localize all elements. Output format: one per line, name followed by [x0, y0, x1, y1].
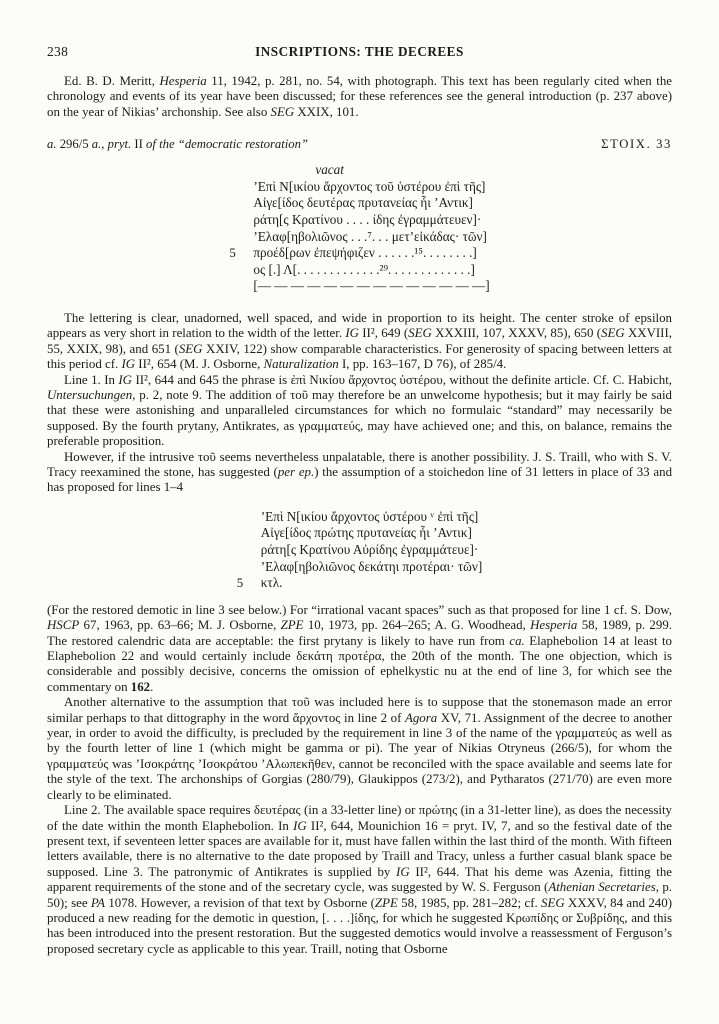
line-number — [229, 195, 253, 212]
paragraph-line-1-commentary: Line 1. In IG II², 644 and 645 the phrase is ἐπὶ Νικίου ἄρχοντος ὑστέρου, without the definite article. Cf. C. Habicht, Untersuchungen, p. 2, note 9. The addition of τοῦ may therefore be an unwelcome hypothesis; but it may fairly be said that these were astonishing and unparalleled circumstances for which no formulaic “standard” may necessarily be supposed. By the fourth prytany, Antikrates, as γραμματεύς, may have achieved one; and this, on balance, remains the preferable proposition. — [47, 372, 672, 449]
inscription-line — [229, 245, 489, 262]
vacat-label: vacat — [315, 162, 344, 178]
inscription-line-text: ’Επὶ Ν[ικίου ἄρχοντος ὑστέρου ᵛ ἐπὶ τῆς] — [260, 508, 479, 524]
stoichedon-label: ΣΤΟΙΧ. 33 — [601, 137, 672, 152]
inscription-line — [229, 195, 489, 212]
paragraph-edition-note: Ed. B. D. Meritt, Hesperia 11, 1942, p. 281, no. 54, with photograph. This text has been regularly cited when the chronology and events of its year have been discussed; for these references see the general introduction (p. 237 above) on the year of Nikias’ archonship. See also SEG XXIX, 101. — [47, 74, 672, 119]
inscription-line — [229, 229, 489, 246]
inscription-line-text: ράτη[ς Κρατίνου Αὐρίδης ἐγραμμάτευε]· — [260, 542, 479, 558]
line-number — [229, 229, 253, 246]
line-number — [229, 278, 253, 295]
inscription-line-text: ος [.] Λ[. . . . . . . . . . . . .²⁹. . . . . . . . . . . . .] — [253, 261, 475, 277]
paragraph-line-2-commentary: Line 2. The available space requires δευτέρας (in a 33-letter line) or πρώτης (in a 31-letter line), as does the necessity of the date within the month Elaphebolion. In IG II², 644, Mounichion 16 = pryt. IV, 7, and so the festival date of the present text, if seventeen letter spaces are available for it, must have fallen within the last third of the month. With fifteen letters available, there is no alternative to the date proposed by Traill and Tracy, unless a further casual blank space be supposed. Line 3. The patronymic of Antikrates is supplied by IG II², 644. That his deme was Azenia, fitting the apparent requirements of the stone and of the secretary cycle, was suggested by W. S. Ferguson (Athenian Secretaries, p. 50); see PA 1078. However, a revision of that text by Osborne (ZPE 58, 1985, pp. 281–282; cf. SEG XXXV, 84 and 240) produced a new reading for the demotic in question, [. . . .]ίδης, for which he suggested Κρωπίδης or Συβρίδης, and this has been introduced into the present restoration. But the suggested demotics would involve a reassessment of Ferguson’s proposed secretary cycle as applicable to this year. Traill, noting that Osborne — [47, 803, 672, 956]
line-number — [237, 542, 261, 559]
inscription-line-text: ’Ελαφ[ηβολιῶνος δεκάτηι προτέραι· τῶν] — [260, 558, 483, 574]
line-number: 5 — [236, 576, 244, 591]
inscription-line-text: ράτη[ς Κρατίνου . . . . ίδης ἐγραμμάτευεν]· — [253, 212, 482, 227]
line-number: 5 — [229, 246, 236, 261]
inscription-line — [237, 575, 482, 592]
inscription-line-text: προέδ[ρων ἐπεψήφιζεν . . . . . .¹⁵. . . . . . . .] — [253, 245, 477, 261]
line-number — [237, 509, 261, 526]
date-stoichedon-row — [47, 137, 672, 152]
paragraph-restored-demotic: (For the restored demotic in line 3 see below.) For “irrational vacant spaces” such as that proposed for line 1 cf. S. Dow, HSCP 67, 1963, pp. 63–66; M. J. Osborne, ZPE 10, 1973, pp. 264–265; A. G. Woodhead, Hesperia 58, 1989, p. 299. The restored calendric data are acceptable: the first prytany is likely to have run from ca. Elaphebolion 14 at least to Elaphebolion 22 and would certainly include δεκάτη προτέρα, the 20th of the month. The one objection, which is considerable and possibly decisive, concerns the omission of ephelkystic nu at the end of line 3, for which see the commentary on 162. — [47, 602, 672, 694]
inscription-line — [237, 509, 482, 526]
running-title: INSCRIPTIONS: THE DECREES — [255, 44, 464, 59]
running-head — [47, 44, 672, 62]
inscription-line — [229, 179, 489, 196]
inscription-line-text: Αἰγε[ίδος πρώτης πρυτανείας ἧι ’Αντικ] — [260, 525, 472, 541]
inscription-line-text: [— — — — — — — — — — — — — —] — [253, 278, 490, 294]
inscription-line — [237, 525, 482, 542]
inscription-line — [229, 278, 489, 295]
paragraph-however: However, if the intrusive τοῦ seems nevertheless unpalatable, there is another possibility. J. S. Traill, who with S. V. Tracy reexamined the stone, has suggested (per ep.) the assumption of a stoichedon line of 31 letters in place of 33 and has proposed for lines 1–4 — [47, 449, 673, 495]
page-number: 238 — [47, 44, 69, 59]
inscription-line — [237, 542, 482, 559]
inscription-text-block-2 — [237, 509, 482, 592]
line-number — [229, 179, 253, 196]
inscription-text-block-1 — [229, 162, 489, 295]
line-number — [237, 525, 261, 542]
date-label: a. 296/5 a., pryt. II of the “democratic restoration” — [47, 137, 309, 152]
paragraph-another-alternative: Another alternative to the assumption that τοῦ was included here is to suppose that the stonemason made an error similar perhaps to that dittography in the word ἄρχοντος in line 2 of Agora XV, 71. Assignment of the decree to another year, in order to avoid the difficulty, is precluded by the requirement in line 3 of the name of the γραμματεύς as well as by the fourth letter of line 1 (which might be gamma or pi). The year of Nikias Otryneus (266/5), for whom the γραμματεύς was ’Ισοκράτης ’Ισοκράτου ’Αλωπεκῆθεν, cannot be reconciled with the space available and seems late for the style of the text. The archonships of Gorgias (280/79), Glaukippos (273/2), and Pytharatos (271/70) are even more clearly to be eliminated. — [47, 695, 672, 802]
inscription-line — [229, 262, 489, 279]
inscription-line-text: ’Ελαφ[ηβολιῶνος . . .⁷. . . μετ’εἰκάδας· τῶν] — [253, 228, 487, 244]
line-number — [237, 559, 261, 576]
inscription-line-text: ’Επὶ Ν[ικίου ἄρχοντος τοῦ ὑστέρου ἐπὶ τῆς] — [253, 178, 486, 194]
inscription-line-text: κτλ. — [260, 575, 283, 591]
inscription-line — [229, 212, 489, 229]
paragraph-lettering: The lettering is clear, unadorned, well spaced, and wide in proportion to its height. The center stroke of epsilon appears as very short in relation to the width of the letter. IG II², 649 (SEG XXXIII, 107, XXXV, 85), 650 (SEG XXVIII, 55, XXIX, 98), and 651 (SEG XXIV, 122) show comparable characteristics. For generosity of spacing between letters at this period cf. IG II², 654 (M. J. Osborne, Naturalization I, pp. 163–167, D 76), of 285/4. — [47, 310, 672, 372]
line-number — [229, 212, 253, 229]
inscription-line — [237, 559, 482, 576]
inscription-line-text: Αἰγε[ίδος δευτέρας πρυτανείας ἧι ’Αντικ] — [253, 195, 473, 211]
line-number — [229, 262, 253, 279]
